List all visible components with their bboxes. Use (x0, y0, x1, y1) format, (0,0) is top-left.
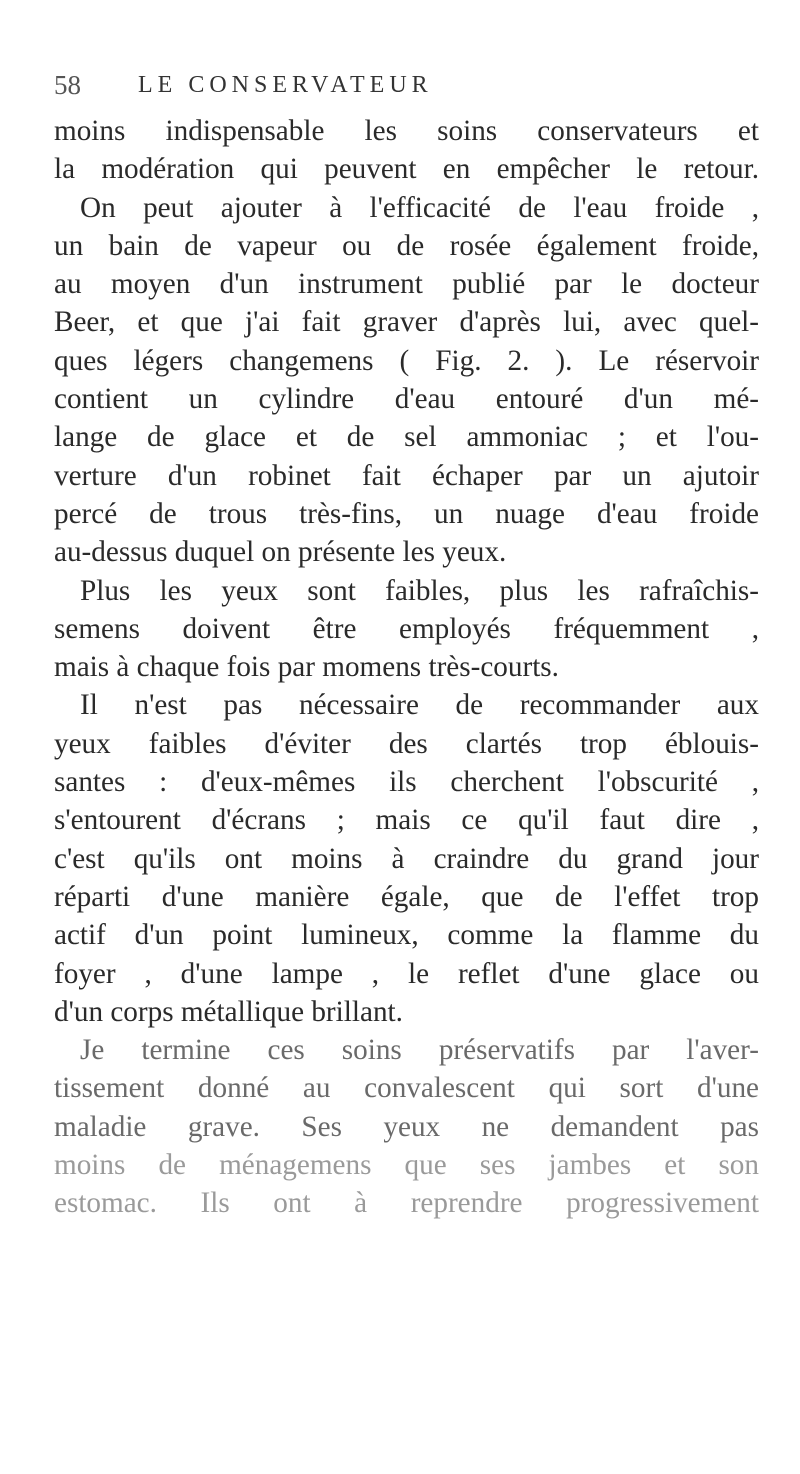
text-line: d'un corps métallique brillant. (54, 995, 403, 1028)
page-header (54, 70, 754, 110)
text-line: s'entourent d'écrans ; mais ce qu'il faut dire , (54, 804, 759, 837)
text-line: On peut ajouter à l'efficacité de l'eau froide , (80, 191, 759, 224)
text-line: semens doivent être employés fréquemment , (54, 612, 759, 645)
text-line: Beer, et que j'ai fait graver d'après lui, avec quel- (54, 306, 759, 339)
text-line: santes : d'eux-mêmes ils cherchent l'obscurité , (54, 766, 759, 799)
text-line: estomac. Ils ont à reprendre progressivement (54, 1187, 759, 1220)
text-line: maladie grave. Ses yeux ne demandent pas (54, 1110, 759, 1143)
running-title: LE CONSERVATEUR (138, 72, 433, 98)
text-line: contient un cylindre d'eau entouré d'un mé- (54, 383, 759, 416)
text-line: lange de glace et de sel ammoniac ; et l'ou- (54, 421, 759, 454)
text-line: réparti d'une manière égale, que de l'effet trop (54, 880, 759, 913)
text-line: actif d'un point lumineux, comme la flamme du (54, 919, 759, 952)
text-line: ques légers changemens ( Fig. 2. ). Le réservoir (54, 344, 759, 377)
text-line: un bain de vapeur ou de rosée également froide, (54, 229, 759, 262)
text-line: la modération qui peuvent en empêcher le retour. (54, 153, 759, 186)
text-line: au-dessus duquel on présente les yeux. (54, 536, 507, 569)
page-number: 58 (54, 70, 81, 100)
text-line: au moyen d'un instrument publié par le docteur (54, 268, 759, 301)
text-line: Plus les yeux sont faibles, plus les rafraîchis- (80, 574, 759, 607)
text-line: tissement donné au convalescent qui sort d'une (54, 1072, 759, 1105)
text-line: verture d'un robinet fait échaper par un ajutoir (54, 459, 759, 492)
text-line: c'est qu'ils ont moins à craindre du grand jour (54, 842, 759, 875)
text-line: mais à chaque fois par momens très-courts. (54, 651, 559, 684)
body-text (54, 112, 759, 1223)
text-line: moins de ménagemens que ses jambes et son (54, 1149, 759, 1182)
text-line: Je termine ces soins préservatifs par l'aver- (80, 1034, 759, 1067)
text-line: foyer , d'une lampe , le reflet d'une glace ou (54, 957, 759, 990)
text-line: percé de trous très-fins, un nuage d'eau froide (54, 497, 759, 530)
text-line: Il n'est pas nécessaire de recommander aux (80, 689, 759, 722)
text-line: moins indispensable les soins conservateurs et (54, 115, 759, 147)
text-line: yeux faibles d'éviter des clartés trop éblouis- (54, 727, 759, 760)
